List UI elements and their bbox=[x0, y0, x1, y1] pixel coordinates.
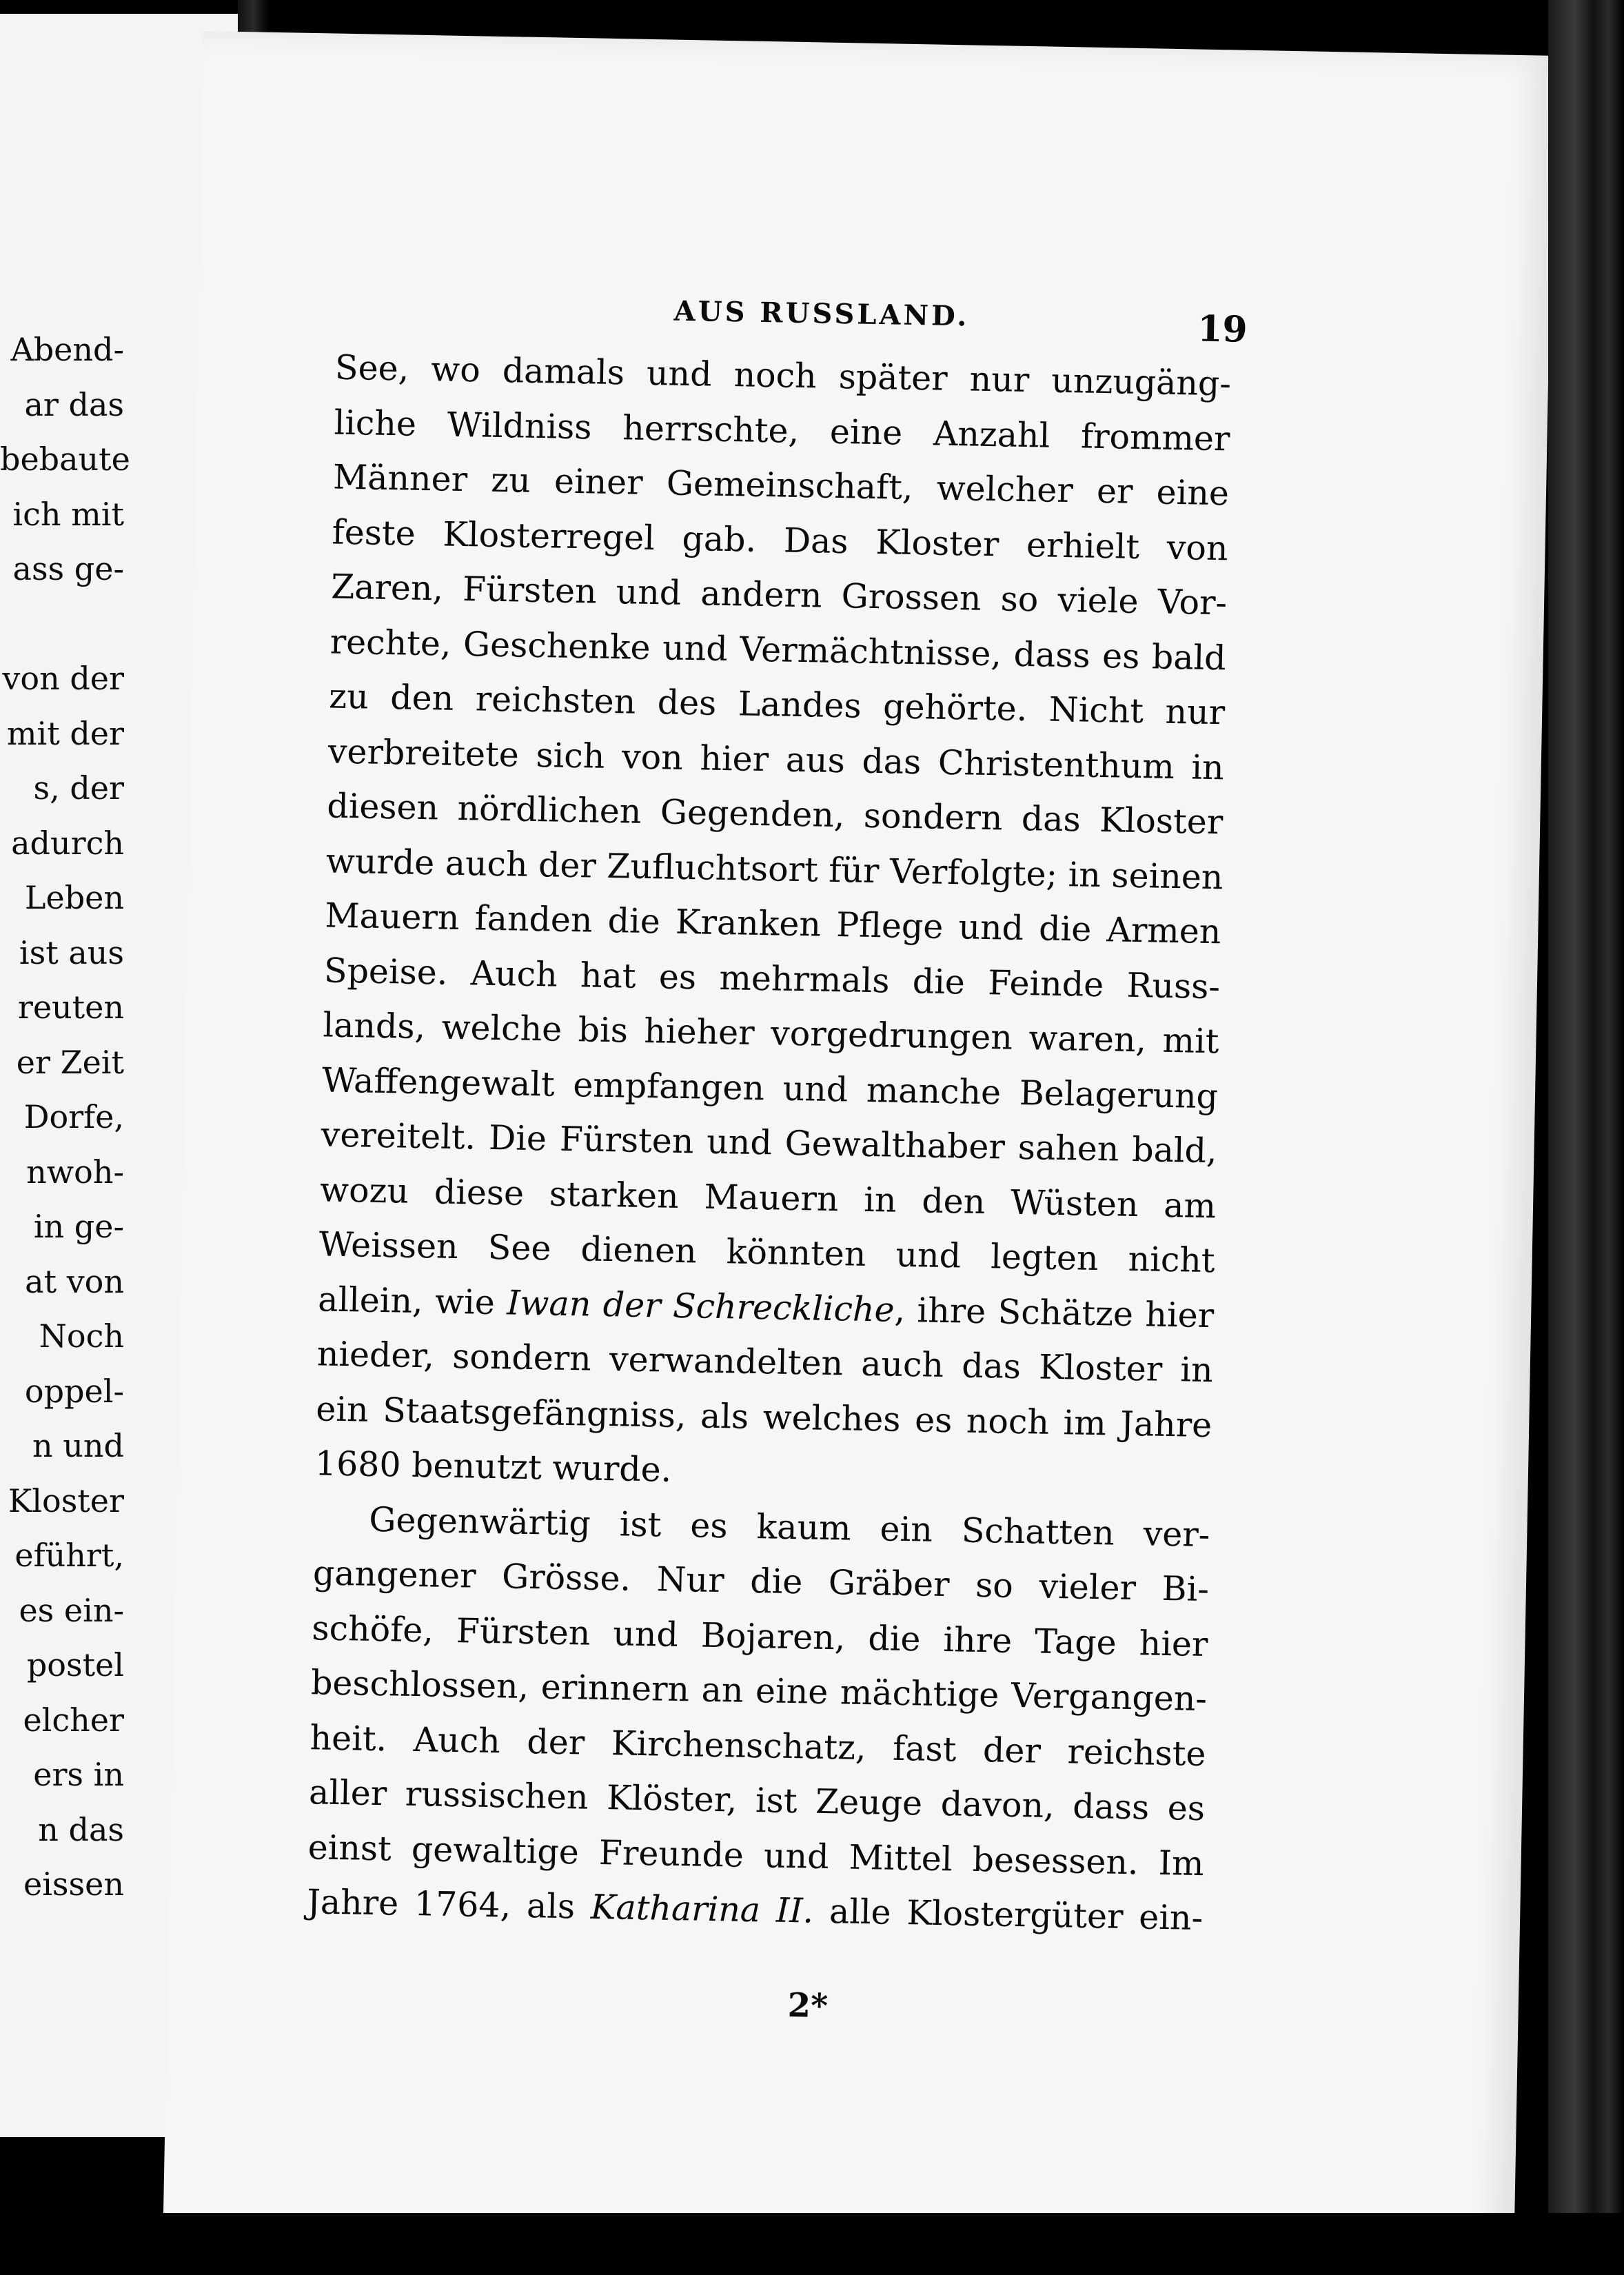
text-line: nieder, sondern verwandelten auch das Kloster in bbox=[316, 1334, 1214, 1391]
page-number: 19 bbox=[1197, 307, 1248, 351]
text-line: lands, welche bis hieher vorgedrungen waren, mit bbox=[323, 1005, 1219, 1062]
page-body-text bbox=[307, 341, 1232, 1946]
left-line: er Zeit bbox=[16, 1043, 124, 1081]
text-line: Männer zu einer Gemeinschaft, welcher er eine bbox=[332, 457, 1230, 514]
italic-name: Iwan der Schreckliche bbox=[506, 1282, 895, 1330]
left-line: ass ge- bbox=[12, 550, 124, 587]
left-line: Noch bbox=[39, 1317, 124, 1355]
text-span: Jahre 1764, als bbox=[306, 1882, 591, 1927]
text-line: heit. Auch der Kirchenschatz, fast der reichste bbox=[309, 1717, 1206, 1774]
text-line: Mauern fanden die Kranken Pflege und die Armen bbox=[324, 896, 1221, 952]
text-line: zu den reichsten des Landes gehörte. Nicht nur bbox=[328, 676, 1226, 733]
text-line: wozu diese starken Mauern in den Wüsten am bbox=[319, 1169, 1217, 1226]
text-line: einst gewaltige Freunde und Mittel besessen. Im bbox=[307, 1827, 1205, 1883]
text-span: , ihre Schätze hier bbox=[893, 1290, 1215, 1335]
main-page bbox=[163, 31, 1554, 2261]
left-line: n das bbox=[38, 1810, 124, 1848]
left-page-text bbox=[0, 323, 130, 1912]
left-line: ar das bbox=[24, 385, 124, 423]
text-line: gangener Grösse. Nur die Gräber so vieler Bi- bbox=[312, 1553, 1210, 1610]
signature-mark: 2* bbox=[787, 1986, 829, 2026]
text-line: vereitelt. Die Fürsten und Gewalthaber sahen bald, bbox=[321, 1115, 1217, 1171]
text-line: 1680 benutzt wurde. bbox=[314, 1444, 672, 1490]
left-line: ich mit bbox=[12, 495, 124, 533]
text-line: ein Staatsgefängniss, als welches es noch im Jahre bbox=[315, 1388, 1212, 1445]
left-line: adurch bbox=[11, 824, 124, 862]
italic-name: Katharina II. bbox=[590, 1887, 814, 1931]
text-line: schöfe, Fürsten und Bojaren, die ihre Tage hier bbox=[312, 1608, 1208, 1664]
text-line: Speise. Auch hat es mehrmals die Feinde Russ- bbox=[323, 950, 1221, 1007]
left-line: es ein- bbox=[19, 1591, 124, 1629]
left-line: at von bbox=[25, 1262, 124, 1300]
text-line: liche Wildniss herrschte, eine Anzahl frommer bbox=[334, 403, 1230, 458]
running-head: AUS RUSSLAND. bbox=[673, 294, 970, 333]
left-line: nwoh- bbox=[26, 1153, 124, 1191]
text-line: aller russischen Klöster, ist Zeuge davon, dass es bbox=[308, 1772, 1206, 1829]
text-line: Zaren, Fürsten und andern Grossen so viele Vor- bbox=[330, 567, 1228, 623]
left-line: bebaute bbox=[0, 441, 130, 478]
scan-border bbox=[0, 2213, 1624, 2275]
left-line: elcher bbox=[23, 1701, 124, 1739]
left-line: ist aus bbox=[19, 933, 124, 971]
left-line: eführt, bbox=[14, 1537, 124, 1574]
left-line: Abend- bbox=[10, 331, 124, 368]
left-line bbox=[0, 597, 124, 652]
left-line: Leben bbox=[24, 879, 124, 916]
text-line: diesen nördlichen Gegenden, sondern das Kloster bbox=[326, 786, 1224, 842]
page-fore-edge bbox=[1548, 0, 1624, 2275]
left-line: ers in bbox=[33, 1756, 124, 1793]
text-line: verbreitete sich von hier aus das Christenthum in bbox=[327, 731, 1225, 787]
text-line: feste Klosterregel gab. Das Kloster erhielt von bbox=[332, 512, 1229, 568]
text-line: wurde auch der Zufluchtsort für Verfolgte; in seinen bbox=[325, 840, 1224, 897]
left-line: eissen bbox=[23, 1866, 124, 1903]
left-line: Kloster bbox=[8, 1482, 124, 1519]
text-line: Gegenwärtig ist es kaum ein Schatten ver- bbox=[368, 1499, 1210, 1555]
left-line: in ge- bbox=[33, 1208, 124, 1245]
text-line: Weissen See dienen könnten und legten nicht bbox=[318, 1224, 1216, 1281]
text-line: See, wo damals und noch später nur unzugäng- bbox=[334, 347, 1232, 404]
left-line: n und bbox=[32, 1427, 124, 1464]
left-line: mit der bbox=[6, 714, 124, 752]
left-line: postel bbox=[26, 1646, 124, 1684]
text-line: rechte, Geschenke und Vermächtnisse, dass es bald bbox=[329, 622, 1227, 678]
left-line: Dorfe, bbox=[23, 1098, 124, 1135]
left-line: reuten bbox=[17, 989, 124, 1026]
text-line: Waffengewalt empfangen und manche Belagerung bbox=[321, 1060, 1219, 1116]
text-span: allein, wie bbox=[317, 1279, 507, 1322]
left-line: s, der bbox=[33, 769, 124, 807]
left-line: oppel- bbox=[24, 1372, 124, 1410]
text-line: beschlossen, erinnern an eine mächtige Vergangen- bbox=[310, 1663, 1208, 1719]
left-line: von der bbox=[2, 660, 124, 697]
text-span: alle Klostergüter ein- bbox=[813, 1891, 1204, 1939]
